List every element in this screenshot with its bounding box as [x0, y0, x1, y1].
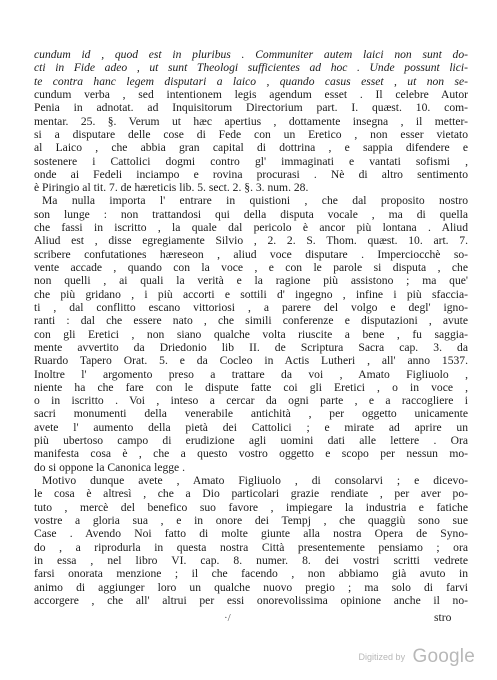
text-line: Aliud est , disse egregiamente Silvio , 2. 2. S. Thom. quæst. 10. art. 7.	[34, 234, 468, 248]
text-line: è Piringio al tit. 7. de hæreticis lib. 5. sect. 2. §. 3. num. 28.	[34, 181, 309, 195]
text-line: do , a riprodurla in questa nostra Città presentemente pensiamo ; ora	[34, 540, 468, 554]
text-line: farsi onorata menzione ; il che facendo , non abbiamo già avuto in	[34, 567, 468, 581]
text-line: ti , dal conflitto escano vittoriosi , a parere del volgo e degl' igno-	[34, 300, 468, 314]
text-line: Ma nulla importa l' entrare in quistioni , che dal proposito nostro	[42, 194, 468, 208]
text-line: cti in Fide adeo , ut sunt Theologi sufficientes ad hoc . Unde possunt lici-	[34, 61, 468, 75]
text-line: te contra hanc legem disputari a laico , quando casus esset , ut non se-	[34, 74, 468, 88]
text-line: non quelli , ai quali la verità e la ragione più assistono ; ma que'	[34, 274, 468, 288]
text-line: vente accade , quando con la voce , e con le parole si disputa , che	[34, 261, 468, 274]
text-line: più ubertoso campo di erudizione agli uomini dati alle lettere . Ora	[34, 434, 468, 448]
text-line: Motivo dunque avete , Amato Figliuolo , di consolarvi ; e dicevo-	[42, 474, 468, 487]
text-line: vostre a gloria sua , e in onore dei Tempj , che quaggiù sono sue	[34, 513, 468, 527]
text-line: ranti : dal che essere nato , che simili conferenze e disputazioni , avute	[34, 314, 468, 328]
text-line: Inoltre l' argomento preso a trattare da voi , Amato Figliuolo ,	[34, 367, 468, 381]
signature-mark: ·/	[224, 612, 231, 624]
text-line: in essa , nel libro VI. cap. 8. numer. 8. dei vostri scritti vedrete	[34, 553, 468, 567]
watermark-prefix: Digitized by	[358, 652, 406, 662]
text-line: si a disputare delle cose di Fede con un Eretico , non esser vietato	[34, 127, 468, 141]
text-line: Penia in adnotat. ad Inquisitorum Directorium part. I. quæst. 10. com-	[34, 101, 468, 115]
text-line: do si oppone la Canonica legge .	[34, 460, 186, 474]
body-text	[34, 48, 468, 607]
google-logo: Google	[412, 646, 475, 667]
text-line: Case . Avendo Noi fatto di molte giunte alla nostra Opera de Syno-	[34, 527, 468, 541]
text-line: mentar. 25. §. Verum ut hæc apertius , dottamente insegna , il metter-	[34, 114, 468, 128]
text-line: al Laico , che abbia gran capital di dottrina , e sappia difendere e	[34, 141, 468, 155]
text-line: che più gridano , i più accorti e sottili d' ingegno , infine i più sfaccia-	[34, 287, 468, 301]
text-line: son lunge : non trattandosi qui della disputa vocale , ma di quella	[34, 207, 468, 221]
text-line: mente avvertito da Driedonio lib II. de Scriptura Sacra cap. 3. da	[34, 340, 468, 354]
text-line: manifesta cosa è , che a questo vostro oggetto e scopo per nessun mo-	[34, 447, 468, 461]
text-line: cundum verba , sed intentionem legis agendum esset . Il celebre Autor	[34, 87, 468, 101]
text-line: sostenere i Cattolici dogmi contro gl' immaginati e vantati sofismi ,	[34, 154, 468, 168]
text-line: o in iscritto . Voi , inteso a cercar da ogni parte , e a raccogliere i	[34, 394, 468, 408]
text-line: avete l' aumento della pietà dei Cattolici ; e mirate ad aprire un	[34, 420, 468, 434]
text-line: niente ha che fare con le dispute fatte coi gli Eretici , o in voce ,	[34, 380, 468, 394]
text-line: con gli Eretici , non siano qualche volta riuscite a bene , fu saggia-	[34, 327, 468, 341]
text-line: accorgere , che all' altrui per essi onorevolissima opinione anche il no-	[34, 593, 468, 607]
text-line: cundum id , quod est in pluribus . Communiter autem laici non sunt do-	[34, 48, 468, 61]
text-line: scribere confutationes hæreseon , aliud voce disputare . Imperciocchè so-	[34, 247, 468, 261]
text-line: onde ai Fedeli inciampo e rovina procurasi . Nè di altro sentimento	[34, 167, 468, 181]
text-line: Ruardo Tapero Orat. 5. e da Cocleo in Actis Lutheri , all' anno 1537.	[34, 354, 468, 368]
text-line: animo di aggiunger loro un qualche nuovo pregio ; ma solo di farvi	[34, 580, 468, 594]
text-line: che fassi in iscritto , la quale dal pericolo è ancor più lontana . Aliud	[34, 221, 468, 235]
text-line: le cosa è altresì , che a Dio particolari grazie rendiate , per aver po-	[34, 487, 468, 501]
text-line: tuto , mercè del benefico suo favore , impiegare la industria e fatiche	[34, 500, 468, 514]
catchword: stro	[434, 611, 452, 624]
text-line: sacri monumenti della venerabile antichità , per oggetto unicamente	[34, 407, 468, 421]
digitization-watermark	[359, 646, 475, 668]
